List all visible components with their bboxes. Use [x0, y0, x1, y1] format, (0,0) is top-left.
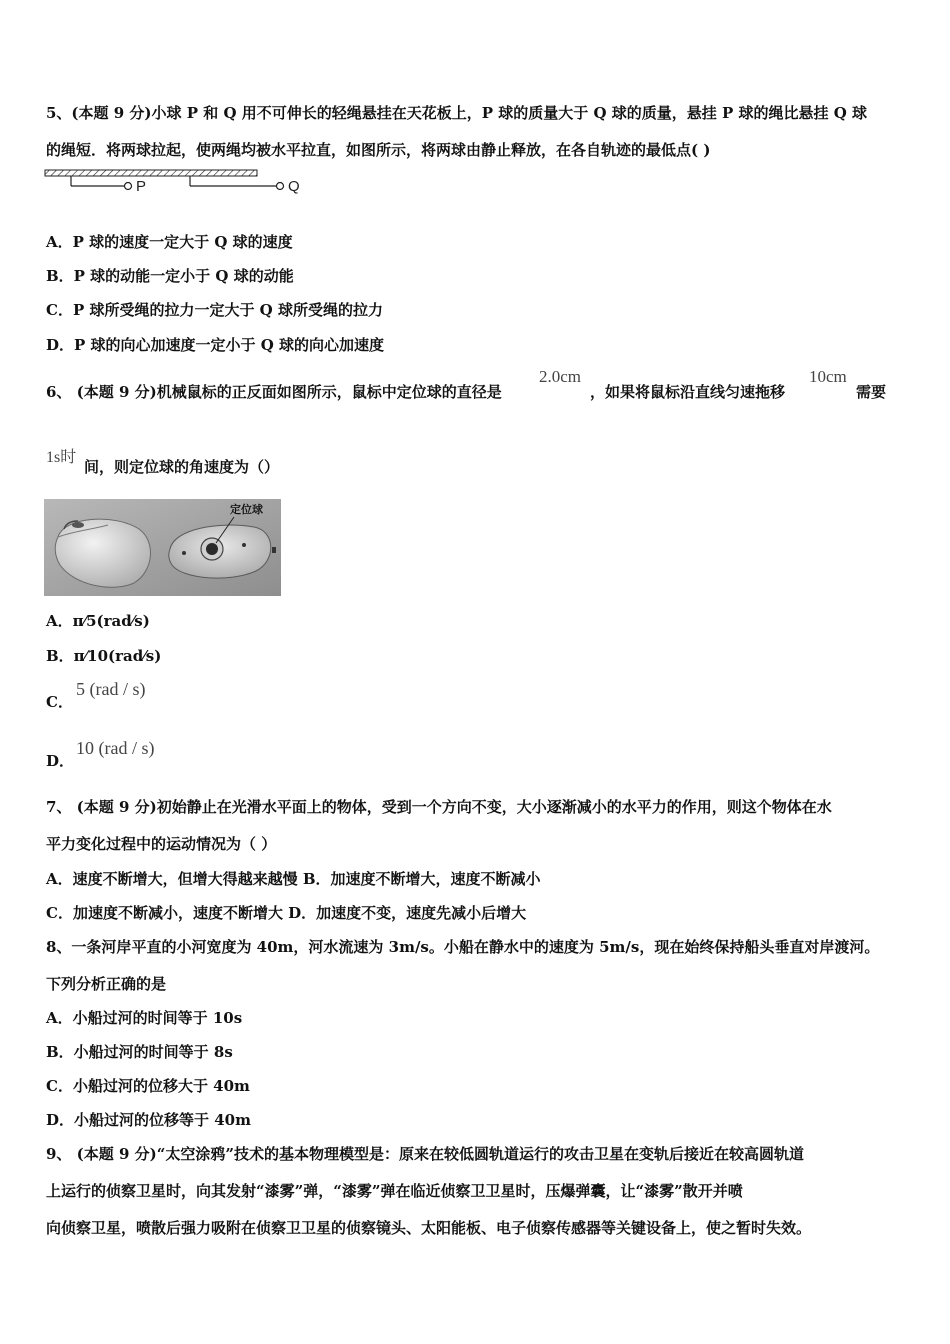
q6-option-c-math: 5 (rad / s)	[76, 679, 146, 699]
q9-stem-line2: 上运行的侦察卫星时，向其发射“漆雾”弹，“漆雾”弹在临近侦察卫卫星时，压爆弹囊，让“漆雾”散开并喷	[46, 1182, 743, 1200]
q5-option-d: D．P 球的向心加速度一定小于 Q 球的向心加速度	[46, 336, 385, 354]
label-q: Q	[288, 178, 300, 195]
q8-stem-line1: 8、一条河岸平直的小河宽度为 40m，河水流速为 3m/s。小船在静水中的速度为 5m/s，现在始终保持船头垂直对岸渡河。	[46, 938, 880, 956]
q7-stem-line2: 平力变化过程中的运动情况为（ ）	[46, 835, 277, 853]
q5-stem-line1: 5、(本题 9 分)小球 P 和 Q 用不可伸长的轻绳悬挂在天花板上，P 球的质量大于 Q 球的质量，悬挂 P 球的绳比悬挂 Q 球	[46, 104, 867, 122]
q6-math-diameter: 2.0cm	[539, 367, 582, 386]
q7-options-row2: C．加速度不断减小，速度不断增大 D．加速度不变，速度先减小后增大	[46, 904, 527, 922]
q6-option-d-label: D．	[46, 752, 75, 770]
q5-option-a: A．P 球的速度一定大于 Q 球的速度	[46, 233, 293, 251]
label-p: P	[136, 178, 147, 195]
q6-option-b: B．π⁄10(rad⁄s)	[46, 647, 162, 665]
q8-option-b: B．小船过河的时间等于 8s	[46, 1043, 233, 1061]
q8-option-a: A．小船过河的时间等于 10s	[46, 1009, 243, 1027]
q7-stem-line1: 7、 (本题 9 分)初始静止在光滑水平面上的物体，受到一个方向不变，大小逐渐减小的水平力的作用，则这个物体在水	[46, 798, 832, 816]
q6-mouse-photo	[44, 499, 281, 596]
tracking-ball	[206, 543, 218, 555]
q9-stem-line3: 向侦察卫星，喷散后强力吸附在侦察卫卫星的侦察镜头、太阳能板、电子侦察传感器等关键设备上，使之暂时失效。	[46, 1219, 812, 1237]
q8-option-c: C．小船过河的位移大于 40m	[46, 1077, 250, 1095]
q5-option-c: C．P 球所受绳的拉力一定大于 Q 球所受绳的拉力	[46, 301, 383, 319]
q6-option-a: A．π⁄5(rad⁄s)	[46, 612, 150, 630]
q8-stem-line2: 下列分析正确的是	[46, 975, 167, 993]
q6-stem-line1-a: 6、 (本题 9 分)机械鼠标的正反面如图所示，鼠标中定位球的直径是	[46, 383, 502, 401]
q9-stem-line1: 9、 (本题 9 分)“太空涂鸦”技术的基本物理模型是：原来在较低圆轨道运行的攻击卫星在变轨后接近在较高圆轨道	[46, 1145, 804, 1163]
q6-stem-line2: 间，则定位球的角速度为（）	[84, 458, 280, 476]
q6-stem-line1-c: 需要	[856, 383, 887, 401]
q7-options-row1: A．速度不断增大，但增大得越来越慢 B．加速度不断增大，速度不断减小	[46, 870, 541, 888]
q6-option-c-label: C．	[46, 693, 73, 711]
q6-math-time: 1s时	[46, 449, 77, 466]
q8-option-d: D．小船过河的位移等于 40m	[46, 1111, 251, 1129]
q5-pendulum-figure	[44, 168, 309, 196]
q5-option-b: B．P 球的动能一定小于 Q 球的动能	[46, 267, 294, 285]
ball-p	[125, 183, 132, 190]
ball-q	[277, 183, 284, 190]
q5-stem-line2: 的绳短．将两球拉起，使两绳均被水平拉直，如图所示，将两球由静止释放，在各自轨迹的最低点( )	[46, 141, 711, 159]
ceiling	[45, 170, 257, 176]
q6-math-distance: 10cm	[809, 367, 847, 386]
photo-label-positioning-ball: 定位球	[230, 503, 263, 516]
q6-stem-line1-b: ，如果将鼠标沿直线匀速拖移	[590, 383, 786, 401]
q6-option-d-math: 10 (rad / s)	[76, 738, 155, 758]
